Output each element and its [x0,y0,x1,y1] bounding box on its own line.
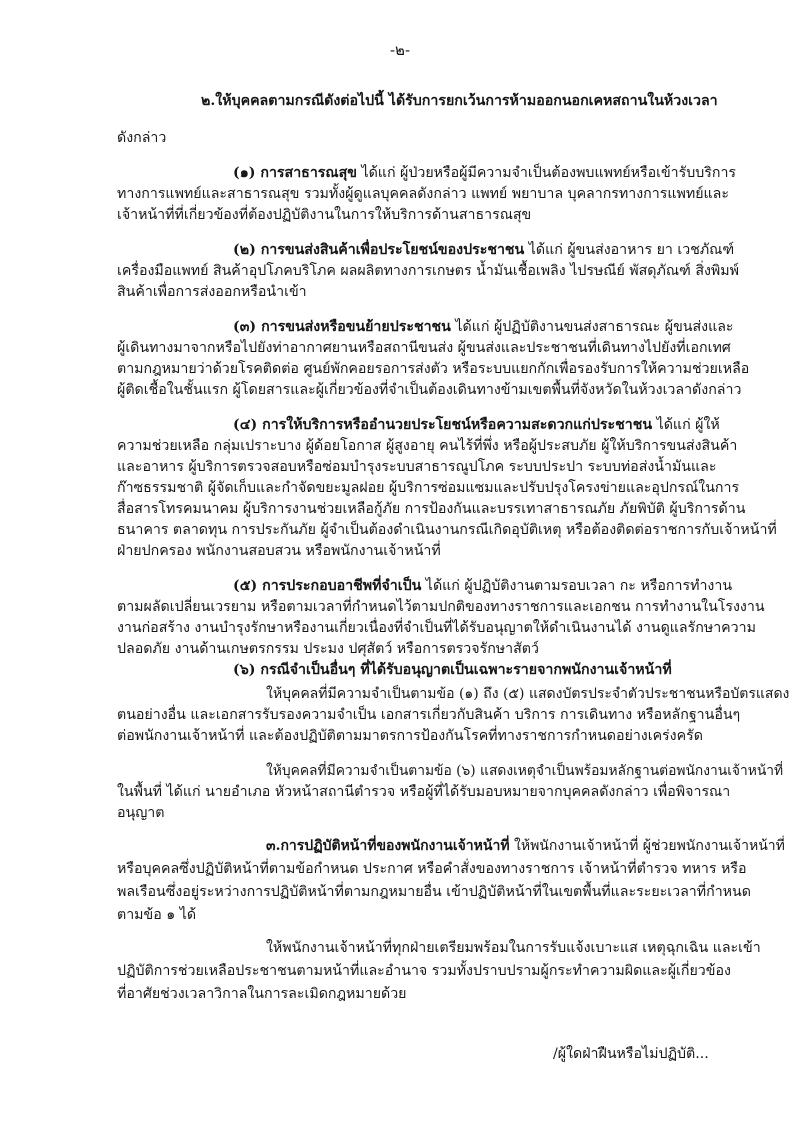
item-1-line [233,163,736,183]
item-3-title: (๓) การขนส่งหรือขนย้ายประชาชน [233,319,451,335]
body-line: ธนาคาร ตลาดทุน การประกันภัย ผู้จำเป็นต้องดำเนินงานกรณีเกิดอุบัติเหตุ หรือต้องติดต่อราชการกับเจ้าหน้าที่ [117,522,777,538]
body-line: ผู้เดินทางมาจากหรือไปยังท่าอากาศยานหรือสถานีขนส่ง ผู้ขนส่งและประชาชนที่เดินทางไปยังที่เอกเทศ [117,340,731,356]
body-line: ตามข้อ ๑ ได้ [117,907,197,923]
body-line: สินค้าเพื่อการส่งออกหรือนำเข้า [117,284,307,300]
body-line: พลเรือนซึ่งอยู่ระหว่างการปฏิบัติหน้าที่ตามกฎหมายอื่น เข้าปฏิบัติหน้าที่ในเขตพื้นที่และระยะเวลาที่กำหนด [117,884,751,900]
body-line: ความช่วยเหลือ กลุ่มเปราะบาง ผู้ด้อยโอกาส ผู้สูงอายุ คนไร้ที่พึ่ง หรือผู้ประสบภัย ผู้ให้บริการขนส่งสินค้า [117,438,738,454]
item-2-text: ได้แก่ ผู้ขนส่งอาหาร ยา เวชภัณฑ์ [524,242,735,258]
body-line: เจ้าหน้าที่ที่เกี่ยวข้องที่ต้องปฏิบัติงานในการให้บริการด้านสาธารณสุข [117,207,532,223]
item-4-line [233,415,720,435]
body-line: หรือบุคคลซึ่งปฏิบัติหน้าที่ตามข้อกำหนด ประกาศ หรือคำสั่งของทางราชการ เจ้าหน้าที่ตำรวจ ทหาร หรือ [117,861,747,877]
item-4-title: (๔) การให้บริการหรืออำนวยประโยชน์หรือความสะดวกแก่ประชาชน [233,417,653,433]
body-line: ตามผลัดเปลี่ยนเวรยาม หรือตามเวลาที่กำหนดไว้ตามปกติของทางราชการและเอกชน การทำงานในโรงงาน [117,599,765,615]
body-line: ต่อพนักงานเจ้าหน้าที่ และต้องปฏิบัติตามมาตรการป้องกันโรคที่ทางราชการกำหนดอย่างเคร่งครัด [117,728,703,744]
body-line: สื่อสารโทรคมนาคม ผู้บริการงานช่วยเหลือกู้ภัย การป้องกันและบรรเทาสาธารณภัย ภัยพิบัติ ผู้บริการด้าน [117,501,746,517]
section-2-heading [201,91,718,111]
continuation-note: /ผู้ใดฝ่าฝืนหรือไม่ปฏิบัติ... [553,1046,709,1062]
section-3-line [266,836,785,856]
body-line: ตามกฎหมายว่าด้วยโรคติดต่อ ศูนย์พักคอยรอการส่งตัว หรือระบบแยกกักเพื่อรองรับการให้ความช่วยเหลือ [117,361,750,377]
item-1-title: (๑) การสาธารณสุข [233,165,357,181]
item-6-line [233,660,672,680]
body-line: อนุญาต [117,805,165,821]
item-3-text: ได้แก่ ผู้ปฏิบัติงานขนส่งสาธารณะ ผู้ขนส่งและ [450,319,734,335]
body-line: ผู้ติดเชื้อในชั้นแรก ผู้โดยสารและผู้เกี่ยวข้องที่จำเป็นต้องเดินทางข้ามเขตพื้นที่จังหวัดในห้วงเวลาดังกล่าว [117,382,742,398]
body-line: ให้พนักงานเจ้าหน้าที่ทุกฝ่ายเตรียมพร้อมในการรับแจ้งเบาะแส เหตุฉุกเฉิน และเข้า [266,940,761,956]
body-line: เครื่องมือแพทย์ สินค้าอุปโภคบริโภค ผลผลิตทางการเกษตร น้ำมันเชื้อเพลิง ไปรษณีย์ พัสดุภัณฑ์ สิ่งพิมพ์ [117,263,739,279]
body-line: ให้บุคคลที่มีความจำเป็นตามข้อ (๑) ถึง (๕) แสดงบัตรประจำตัวประชาชนหรือบัตรแสดง [266,686,790,702]
page-number: -๒- [389,41,411,59]
item-5-line [233,576,732,596]
body-line: ปฏิบัติการช่วยเหลือประชาชนตามหน้าที่และอำนาจ รวมทั้งปราบปรามผู้กระทำความผิดและผู้เกี่ยวข้อง [117,963,731,979]
body-line: งานก่อสร้าง งานบำรุงรักษาหรืองานเกี่ยวเนื่องที่จำเป็นที่ได้รับอนุญาตให้ดำเนินงานได้ งานดูแลรักษาความ [117,620,756,636]
body-line: ตนอย่างอื่น และเอกสารรับรองความจำเป็น เอกสารเกี่ยวกับสินค้า บริการ การเดินทาง หรือหลักฐานอื่นๆ [117,707,741,723]
section-3-title: ๓.การปฏิบัติหน้าที่ของพนักงานเจ้าหน้าที่ [266,838,510,854]
body-line: ทางการแพทย์และสาธารณสุข รวมทั้งผู้ดูแลบุคคลดังกล่าว แพทย์ พยาบาล บุคลากรทางการแพทย์และ [117,186,729,202]
item-2-title: (๒) การขนส่งสินค้าเพื่อประโยชน์ของประชาชน [233,242,525,258]
body-line: ฝ่ายปกครอง พนักงานสอบสวน หรือพนักงานเจ้าหน้าที่ [117,543,441,559]
section-3-text: ให้พนักงานเจ้าหน้าที่ ผู้ช่วยพนักงานเจ้าหน้าที่ [509,838,785,854]
item-6-title: (๖) กรณีจำเป็นอื่นๆ ที่ได้รับอนุญาตเป็นเฉพาะรายจากพนักงานเจ้าหน้าที่ [233,662,672,678]
body-line: ก๊าซธรรมชาติ ผู้จัดเก็บและกำจัดขยะมูลฝอย ผู้บริการซ่อมแซมและปรับปรุงโครงข่ายและอุปกรณ์ในการ [117,480,740,496]
body-line: ปลอดภัย งานด้านเกษตรกรรม ประมง ปศุสัตว์ หรือการตรวจรักษาสัตว์ [117,641,539,657]
item-2-line [233,240,734,260]
section-2-heading-text: ๒.ให้บุคคลตามกรณีดังต่อไปนี้ ได้รับการยกเว้นการห้ามออกนอกเคหสถานในห้วงเวลา [201,93,718,109]
item-3-line [233,317,734,337]
body-line: และอาหาร ผู้บริการตรวจสอบหรือซ่อมบำรุงระบบสาธารณูปโภค ระบบประปา ระบบท่อส่งน้ำมันและ [117,459,717,475]
body-line: ที่อาศัยช่วงเวลาวิกาลในการละเมิดกฎหมายด้วย [117,986,407,1002]
body-line: ดังกล่าว [117,130,167,146]
body-line: ให้บุคคลที่มีความจำเป็นตามข้อ (๖) แสดงเหตุจำเป็นพร้อมหลักฐานต่อพนักงานเจ้าหน้าที่ [266,763,784,779]
item-4-text: ได้แก่ ผู้ให้ [652,417,720,433]
item-5-title: (๕) การประกอบอาชีพที่จำเป็น [233,578,422,594]
body-line: ในพื้นที่ ได้แก่ นายอำเภอ หัวหน้าสถานีตำรวจ หรือผู้ที่ได้รับมอบหมายจากบุคคลดังกล่าว เพื่อพิจารณา [117,784,731,800]
item-5-text: ได้แก่ ผู้ปฏิบัติงานตามรอบเวลา กะ หรือการทำงาน [421,578,733,594]
item-1-text: ได้แก่ ผู้ป่วยหรือผู้มีความจำเป็นต้องพบแพทย์หรือเข้ารับบริการ [356,165,737,181]
